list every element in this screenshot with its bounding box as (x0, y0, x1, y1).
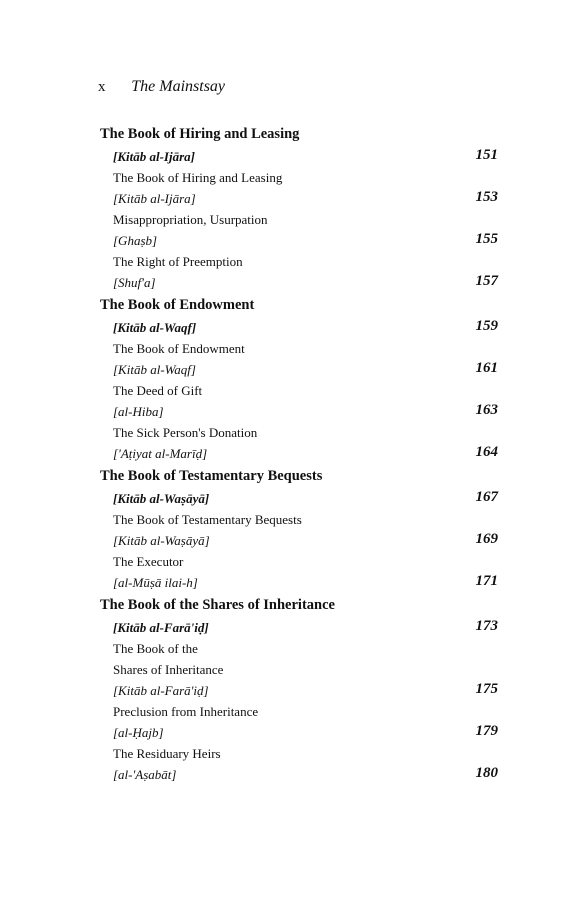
toc-entry (100, 251, 498, 272)
toc-entry (100, 338, 498, 359)
page-number: 161 (475, 360, 498, 376)
running-head (98, 78, 225, 96)
page-number: 173 (475, 618, 498, 634)
page-number: 169 (475, 531, 498, 547)
page-number: 171 (475, 573, 498, 589)
entry-label: [Kitāb al-Waqf] (113, 320, 197, 335)
toc-entry (100, 188, 498, 209)
entry-label: The Book of the (113, 641, 198, 656)
entry-label: [Kitāb al-Waṣāyā] (113, 491, 210, 506)
page-number: 167 (475, 489, 498, 505)
entry-label: [Kitāb al-Waṣāyā] (113, 533, 210, 548)
toc-entry (100, 764, 498, 785)
page-number: 151 (475, 147, 498, 163)
entry-label: The Sick Person's Donation (113, 425, 258, 440)
entry-label: [Shuf'a] (113, 275, 156, 290)
toc-entry (100, 617, 498, 638)
toc-entry (100, 272, 498, 293)
toc-entry (100, 209, 498, 230)
entry-label: Misappropriation, Usurpation (113, 212, 268, 227)
toc-entry (100, 443, 498, 464)
toc-entry (100, 722, 498, 743)
entry-label: The Right of Preemption (113, 254, 243, 269)
toc-entry (100, 167, 498, 188)
entry-label: [al-'Aṣabāt] (113, 767, 177, 782)
toc-entry (100, 401, 498, 422)
toc-entry (100, 359, 498, 380)
entry-label: The Residuary Heirs (113, 746, 221, 761)
section-title: The Book of Endowment (100, 297, 255, 313)
toc-entry (100, 530, 498, 551)
toc-entry (100, 680, 498, 701)
page-number: 180 (475, 765, 498, 781)
toc-entry (100, 743, 498, 764)
entry-label: [Kitāb al-Farā'iḍ] (113, 620, 209, 635)
toc-entry (100, 551, 498, 572)
toc-entry (100, 146, 498, 167)
section-title: The Book of Hiring and Leasing (100, 126, 300, 142)
page-number: 153 (475, 189, 498, 205)
page-number: 159 (475, 318, 498, 334)
entry-label: [Kitāb al-Farā'iḍ] (113, 683, 209, 698)
entry-label: [al-Ḥajb] (113, 725, 164, 740)
entry-label: The Book of Hiring and Leasing (113, 170, 283, 185)
entry-label: The Executor (113, 554, 184, 569)
toc-entry (100, 638, 498, 659)
page-number: 157 (475, 273, 498, 289)
entry-label: The Deed of Gift (113, 383, 203, 398)
toc-entry (100, 659, 498, 680)
section-title: The Book of Testamentary Bequests (100, 468, 323, 484)
entry-label: [al-Hiba] (113, 404, 164, 419)
toc-entry (100, 488, 498, 509)
toc-entry (100, 422, 498, 443)
page-number: 179 (475, 723, 498, 739)
entry-label: ['Aṭiyat al-Marīḍ] (113, 446, 208, 461)
section-title: The Book of the Shares of Inheritance (100, 597, 335, 613)
entry-label: [Kitāb al-Waqf] (113, 362, 196, 377)
page-number: 155 (475, 231, 498, 247)
page-number: 163 (475, 402, 498, 418)
entry-label: [Kitāb al-Ijāra] (113, 149, 195, 164)
toc-entry (100, 572, 498, 593)
toc-entry (100, 701, 498, 722)
page-number: 164 (475, 444, 498, 460)
entry-label: The Book of Endowment (113, 341, 245, 356)
entry-label: [Ghaṣb] (113, 233, 158, 248)
toc-entry (100, 317, 498, 338)
toc-entry (100, 509, 498, 530)
page-folio: x (98, 79, 106, 95)
toc-entry (100, 230, 498, 251)
entry-label: [al-Mūṣā ilai-h] (113, 575, 198, 590)
entry-label: [Kitāb al-Ijāra] (113, 191, 196, 206)
page-number: 175 (475, 681, 498, 697)
entry-label: The Book of Testamentary Bequests (113, 512, 302, 527)
toc-entry (100, 380, 498, 401)
book-title: The Mainstsay (131, 78, 226, 95)
entry-label: Preclusion from Inheritance (113, 704, 259, 719)
entry-label: Shares of Inheritance (113, 662, 224, 677)
table-of-contents (100, 122, 498, 785)
